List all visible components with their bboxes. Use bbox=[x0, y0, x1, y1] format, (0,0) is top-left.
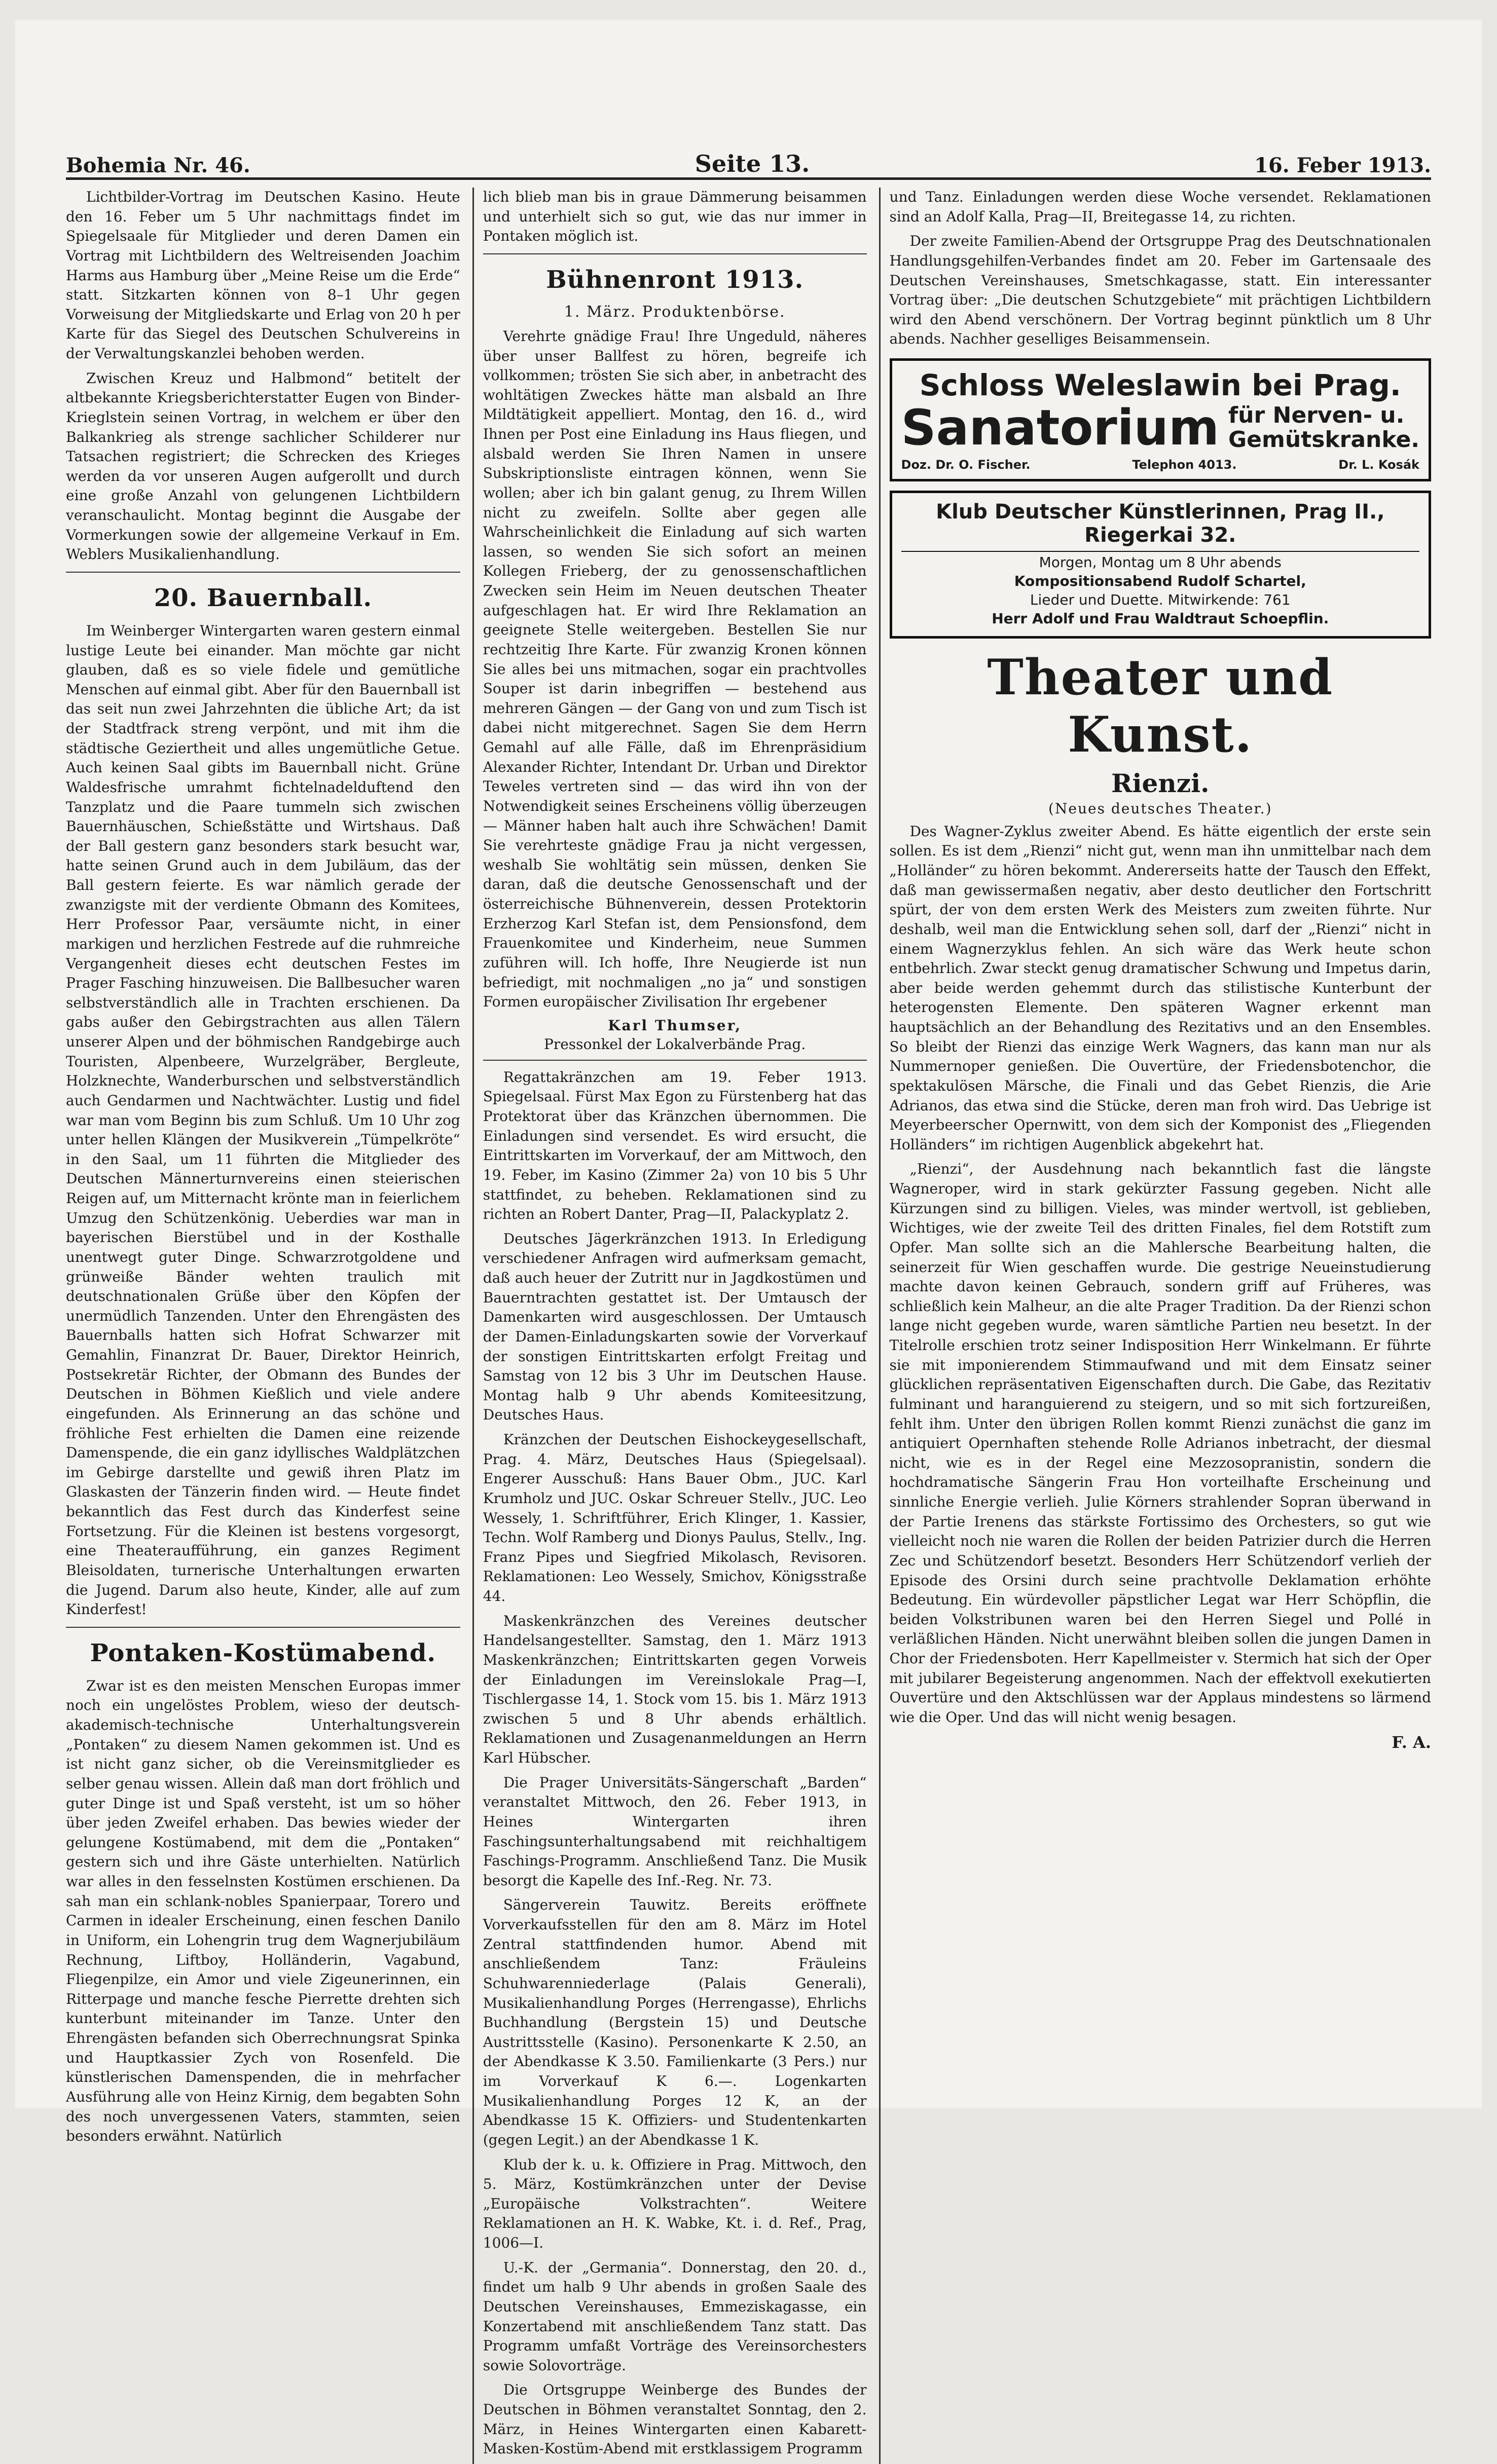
section-heading-theater: Theater und Kunst. bbox=[987, 648, 1334, 763]
subheading-rienzi: (Neues deutsches Theater.) bbox=[1048, 800, 1272, 817]
notice-familienabend: Der zweite Familien-Abend der Ortsgruppe Prag des Deutschnationalen Handlungsgehilfen-Verbandes findet am 20. Feber im Gartensaale des Deutschen Vereinshauses, Smetschkagasse, statt. Ein interessanter Vortrag über: „Die deutschen Schutzgebiete“ mit prächtigen Lichtbildern wird den Abend verschönern. Der Vortrag beginnt pünktlich um 8 Uhr abends. Nachher geselliges Beisammensein. bbox=[889, 233, 1431, 348]
notice-weinberge-continued: und Tanz. Einladungen werden diese Woche versendet. Reklamationen sind an Adolf Kalla, Prag—II, Breitegasse 14, zu richten. bbox=[889, 189, 1431, 225]
ad-sanatorium-phone: Telephon 4013. bbox=[1132, 457, 1237, 472]
notice-tauwitz: Sängerverein Tauwitz. Bereits eröffnete Vorverkaufsstellen für den am 8. März im Hotel Zentral stattfindenden humor. Abend mit anschließendem Tanz: Fräuleins Schuhwarenniederlage (Palais Generali), Musikalienhandlung Porges (Herrengasse), Ehrlichs Buchhandlung (Bergstein 15) und Deutsche Austrittsstelle (Kasino). Personenkarte K 2.50, an der Abendkasse K 3.50. Familienkarte (3 Pers.) nur im Vorverkauf K 6.—. Logenkarten Musikalienhandlung Porges 12 K, an der Abendkasse 15 K. Offiziers- und Studentenkarten (gegen Legit.) an der Abendkasse 1 K. bbox=[483, 1896, 867, 2148]
newspaper-page bbox=[15, 20, 1482, 2457]
notice-eishockey: Kränzchen der Deutschen Eishockeygesellschaft, Prag. 4. März, Deutsches Haus (Spiegelsaal). Engerer Ausschuß: Hans Bauer Obm., JUC. Karl Krumholz und JUC. Oskar Schreuer Stellv., JUC. Leo Wessely, 1. Schriftführer, Erich Klinger, 1. Kassier, Techn. Wolf Ramberg und Dionys Paulus, Stellv., Ing. Franz Pipes und Siegfried Mikolasch, Revisoren. Reklamationen: Leo Wessely, Smichov, Königsstraße 44. bbox=[483, 1431, 867, 1604]
advertisement-kuenstlerinnen bbox=[890, 491, 1431, 639]
ad-sanatorium-purpose bbox=[1228, 403, 1419, 453]
notice-jaegerkraenzchen: Deutsches Jägerkränzchen 1913. In Erledigung verschiedener Anfragen wird aufmerksam gemacht, daß auch heuer der Zutritt nur in Jagdkostümen und Bauerntrachten gestattet ist. Der Umtausch der Damenkarten wird ausgeschlossen. Der Umtausch der Damen-Einladungskarten sowie der Vorverkauf der sonstigen Eintrittskarten erfolgt Freitag und Samstag von 12 bis 3 Uhr im Deutschen Hause. Montag halb 9 Uhr abends Komiteesitzung, Deutsches Haus. bbox=[483, 1230, 867, 1424]
article-buehnenront: Verehrte gnädige Frau! Ihre Ungeduld, näheres über unser Ballfest zu hören, begreife ich vollkommen; trösten Sie sich aber, in anbetracht des wohltätigen Zweckes hätte man alsbald an Ihre Mildtätigkeit appelliert. Montag, den 16. d., wird Ihnen per Post eine Einladung ins Haus fliegen, und alsbald werden Sie Ihren Namen in unsere Subskriptionsliste eintragen können, wenn Sie wollen; aber ich bin galant genug, zu Ihrem Willen nicht zu zweifeln. Sollte aber gegen alle Wahrscheinlichkeit die Einladung auf sich warten lassen, so wenden Sie sich sofort an meinen Kollegen Frieberg, der zu genossenschaftlichen Zwecken sein Heim im Neuen deutschen Theater aufgeschlagen hat. Er wird Ihre Reklamation an geeignete Stelle weitergeben. Bestellen Sie nur rechtzeitig Ihre Karte. Für zwanzig Kronen können Sie alles bei uns mitmachen, sogar ein prachtvolles Souper ist darin inbegriffen — bestehend aus mehreren Gängen — der Gang von und zum Tisch ist dabei nicht mitgerechnet. Sagen Sie dem Herrn Gemahl auf alle Fälle, daß im Ehrenpräsidium Alexander Richter, Intendant Dr. Urban und Direktor Teweles vertreten sind — das wird ihn von der Notwendigkeit seines Erscheinens völlig überzeugen — Männer haben halt auch ihre Schwächen! Damit Sie verehrteste gnädige Frau ja nicht vergessen, weshalb Sie wohltätig sein müssen, denken Sie daran, daß die deutsche Genossenschaft und der österreichische Bühnenverein, dessen Protektorin Erzherzog Karl Stefan ist, dem Pensionsfond, dem Frauenkomitee und Kinderheim, neue Summen zuführen will. Ich hoffe, Ihre Neugierde ist nun befriedigt, mit nochmaligen „no ja“ und sonstigen Formen europäischer Zivilisation Ihr ergebener bbox=[483, 327, 867, 1011]
divider bbox=[66, 1627, 460, 1628]
notice-lichtbilder-vortrag: Lichtbilder-Vortrag im Deutschen Kasino. Heute den 16. Feber um 5 Uhr nachmittags findet im Spiegelsaale für Mitglieder und deren Damen ein Vortrag mit Lichtbildern des Weltreisenden Joachim Harms aus Hamburg über „Meine Reise um die Erde“ statt. Sitzkarten können von 8–1 Uhr gegen Vorweisung der Mitgliedskarte und Erlag von 20 h per Karte für das Siegel des Deutschen Schulvereins in der Verwaltungskanzlei behoben werden. bbox=[66, 189, 460, 362]
advertisement-sanatorium bbox=[890, 358, 1431, 481]
ad-sanatorium-title: Sanatorium bbox=[901, 399, 1220, 456]
ad-sanatorium-purpose-line2: Gemütskranke. bbox=[1228, 427, 1419, 453]
ad-club-title: Klub Deutscher Künstlerinnen, Prag II., Riegerkai 32. bbox=[901, 500, 1419, 552]
ad-sanatorium-doctor-1: Doz. Dr. O. Fischer. bbox=[901, 457, 1031, 472]
heading-buehnenront: Bühnenront 1913. bbox=[546, 265, 804, 294]
heading-pontaken: Pontaken-Kostümabend. bbox=[90, 1638, 436, 1667]
ad-sanatorium-purpose-line1: für Nerven- u. bbox=[1228, 402, 1405, 428]
article-pontaken: Zwar ist es den meisten Menschen Europas immer noch ein ungelöstes Problem, wieso der deutsch-akademisch-technische Unterhaltungsverein „Pontaken“ zu diesem Namen gekommen ist. Und es ist nicht ganz sicher, ob die Vereinsmitglieder es selber genau wissen. Allein daß man dort fröhlich und guter Dinge ist und Spaß versteht, ist um so höher über jeden Zweifel erhaben. Das bewies wieder der gelungene Kostümabend, mit dem die „Pontaken“ gestern sich und ihre Gäste unterhielten. Natürlich war alles in den fesselnsten Kostümen erschienen. Da sah man ein schlank-nobles Spanierpaar, Torero und Carmen in idealer Erscheinung, einen feschen Danilo in Uniform, ein Lohengrin trug dem Wagnerjubiläum Rechnung, Liftboy, Holländerin, Vagabund, Fliegenpilze, ein Amor und viele Zigeunerinnen, ein Ritterpage und manche fesche Pierrette drehten sich kunterbunt miteinander im Tanze. Unter den Ehrengästen befanden sich Oberrechnungsrat Spinka und Hauptkassier Zych von Rosenfeld. Die künstlerischen Damenspenden, die in mehrfacher Ausführung alle von Heinz Kirnig, dem begabten Sohn des noch unvergessenen Vaters, stammten, seien besonders erwähnt. Natürlich bbox=[66, 1677, 460, 2145]
heading-bauernball: 20. Bauernball. bbox=[154, 583, 373, 612]
article-bauernball: Im Weinberger Wintergarten waren gestern einmal lustige Leute bei einander. Man möchte gar nicht glauben, daß es so viele fidele und gemütliche Menschen auf einmal gibt. Aber für den Bauernball ist das seit nun zwei Jahrzehnten die übliche Art; da ist der Stadtfrack streng verpönt, und mit ihm die städtische Geziertheit und alles ungemütliche Getue. Auch keinen Saal gibts im Bauernball nicht. Grüne Waldesfrische umrahmt fichtelnadelduftend den Tanzplatz und die Paare tummeln sich zwischen Bauernhäuschen, Schießstätte und Wirtshaus. Daß der Ball gestern ganz besonders stark besucht war, hatte seinen Grund auch in dem Jubiläum, das der Ball gestern feierte. Es war nämlich gerade der zwanzigste mit der verdiente Obmann des Komitees, Herr Professor Paar, versäumte nicht, in einer markigen und herzlichen Festrede auf die ruhmreiche Vergangenheit dieses echt deutschen Festes im Prager Fasching hinzuweisen. Die Ballbesucher waren selbstverständlich alle in Trachten erschienen. Da gabs außer den Gebirgstrachten aus allen Tälern unserer Alpen und der böhmischen Randgebirge auch Touristen, Alpenbeere, Wurzelgräber, Bergleute, Holzknechte, Wanderburschen und selbstverständlich auch Gendarmen und Nachtwächter. Lustig und fidel war man vom Beginn bis zum Schluß. Um 10 Uhr zog unter hellen Klängen der Musikverein „Tümpelkröte“ in den Saal, um 11 führten die Mitglieder des Deutschen Männerturnvereins einen steierischen Reigen auf, um Mitternacht krönte man in feierlichem Umzug den Schützenkönig. Ueberdies war man in bayerischen Bierstübel und in der Kosthalle unentwegt guter Dinge. Schwarzrotgoldene und grünweiße Bänder wehten traulich mit deutschnationalen Grüße über den Köpfen der unermüdlich Tanzenden. Unter den Ehrengästen des Bauernballs hatten sich Hofrat Schwarzer mit Gemahlin, Finanzrat Dr. Bauer, Direktor Heinrich, Postsekretär Richter, der Obmann des Bundes der Deutschen in Böhmen Kießlich und viele andere eingefunden. Als Erinnerung an das schöne und fröhliche Fest erhielten die Damen eine reizende Damenspende, die ein ganz idyllisches Waldplätzchen im Gebirge darstellte und gewiß ihren Platz im Glaskasten der Tänzerin finden wird. — Heute findet bekanntlich das Fest durch das Kinderfest seine Fortsetzung. Für die Kleinen ist bestens vorgesorgt, eine Theateraufführung, ein ganzes Regiment Bleisoldaten, turnerische Unterhaltungen erwarten die Jugend. Darum also heute, Kinder, alle auf zum Kinderfest! bbox=[66, 622, 460, 1618]
page-number: Seite 13. bbox=[695, 150, 810, 177]
signature-name: Karl Thumser, bbox=[608, 1017, 742, 1034]
ad-club-line-1: Morgen, Montag um 8 Uhr abends bbox=[1039, 553, 1282, 571]
ad-club-line-3: Lieder und Duette. Mitwirkende: 761 bbox=[1030, 591, 1291, 608]
ad-club-line-2: Kompositionsabend Rudolf Schartel, bbox=[1014, 572, 1306, 589]
notice-germania: U.-K. der „Germania“. Donnerstag, den 20. d., findet um halb 9 Uhr abends in großen Saale des Deutschen Vereinshauses, Emmeziskagasse, ein Konzertabend mit anschließendem Tanz statt. Das Programm umfaßt Vorträge des Vereinsorchesters sowie Solovorträge. bbox=[483, 2259, 867, 2374]
divider bbox=[483, 253, 867, 254]
author-initials: F. A. bbox=[1392, 1732, 1431, 1752]
subheading-produktenboerse: 1. März. Produktenbörse. bbox=[564, 303, 786, 321]
notice-handelsangestellte: Maskenkränzchen des Vereines deutscher Handelsangestellter. Samstag, den 1. März 1913 Maskenkränzchen; Eintrittskarten gegen Vorweis der Einladungen im Vereinslokale Prag—I, Tischlergasse 14, 1. Stock vom 15. bis 1. März 1913 zwischen 5 und 8 Uhr abends erhältlich. Reklamationen und Zusagenanmeldungen an Herrn Karl Hübscher. bbox=[483, 1612, 867, 1766]
ad-sanatorium-location: Schloss Weleslawin bei Prag. bbox=[919, 368, 1401, 402]
ad-sanatorium-doctor-2: Dr. L. Kosák bbox=[1338, 457, 1419, 472]
column-3 bbox=[879, 188, 1431, 2464]
heading-rienzi: Rienzi. bbox=[1111, 768, 1210, 798]
notice-barden: Die Prager Universitäts-Sängerschaft „Barden“ veranstaltet Mittwoch, den 26. Feber 1913, in Heines Wintergarten ihren Faschingsunterhaltungsabend mit reichhaltigem Faschings-Programm. Anschließend Tanz. Die Musik besorgt die Kapelle des Inf.-Reg. Nr. 73. bbox=[483, 1774, 867, 1889]
notice-kreuz-halbmond: Zwischen Kreuz und Halbmond“ betitelt der altbekannte Kriegsberichterstatter Eugen von Binder-Krieglstein seinen Vortrag, in welchem er über den Balkankrieg als strenge sachlicher Schilderer nur Tatsachen registriert; die Schrecken des Krieges werden da vor unseren Augen aufgerollt und durch eine große Anzahl von gelungenen Lichtbildern veranschaulicht. Montag beginnt die Ausgabe der Vormerkungen sowie der allgemeine Verkauf in Em. Weblers Musikalienhandlung. bbox=[66, 369, 460, 563]
notice-regattakraenzchen: Regattakränzchen am 19. Feber 1913. Spiegelsaal. Fürst Max Egon zu Fürstenberg hat das Protektorat über das Kränzchen übernommen. Die Einladungen sind versendet. Es wird ersucht, die Eintrittskarten im Vorverkauf, der am Mittwoch, den 19. Feber, im Kasino (Zimmer 2a) von 10 bis 5 Uhr stattfindet, zu beheben. Reklamationen sind zu richten an Robert Danter, Prag—II, Palackyplatz 2. bbox=[483, 1068, 867, 1223]
review-rienzi-part-2: „Rienzi“, der Ausdehnung nach bekanntlich fast die längste Wagneroper, wird in stark gekürzter Fassung gegeben. Nicht alle Kürzungen sind zu billigen. Vieles, was minder wertvoll, ist geblieben, Wichtiges, wie der zweite Teil des dritten Finales, fiel dem Rotstift zum Opfer. Man sollte sich an die Mahlersche Bearbeitung halten, die seinerzeit für Wien geschaffen wurde. Die gestrige Neueinstudierung machte davon keinen Gebrauch, sondern griff auf Früheres, was schließlich kein Malheur, an die alte Prager Tradition. Da der Rienzi schon lange nicht gegeben wurde, waren sämtliche Partien neu besetzt. In der Titelrolle erschien trotz seiner Indisposition Herr Winkelmann. Er führte sie mit imponierendem Stimmaufwand und mit dem Einsatz seiner glücklichen repräsentativen Eigenschaften durch. Die Gabe, das Rezitativ fulminant und haranguierend zu steigern, und so mit sich fortzureißen, fehlt ihm. Unter den übrigen Rollen kommt Rienzi zunächst die ganz im antiquiert Opernhaften stehende Rolle Adrianos inbetracht, der diesmal nicht, wie es in der Regel eine Mezzosopranistin, sondern die hochdramatische Sängerin Frau Hon vorteilhafte Erscheinung und sinnliche Energie verlieh. Julie Körners strahlender Sopran überwand in der Partie Irenens das stärkste Fortissimo des Orchesters, so gut wie vielleicht noch nie waren die Rollen der beiden Patrizier durch die Herren Zec und Schützendorf besetzt. Besonders Herr Schützendorf verlieh der Episode des Orsini durch seine prachtvolle Deklamation erhöhte Bedeutung. Ein würdevoller päpstlicher Legat war Herr Schöpflin, die beiden Volkstribunen waren bei den Herren Siegel und Pollé in verläßlichen Händen. Nicht unerwähnt bleiben sollen die jungen Damen in Chor der Friedensboten. Herr Kapellmeister v. Stermich hat sich der Oper mit jubilarer Begeisterung angenommen. Nach der effektvoll exekutierten Ouvertüre und den Aktschlüssen war der Applaus mindestens so lärmend wie die Oper. Und das will nicht wenig besagen. bbox=[889, 1161, 1431, 1726]
ad-club-line-4: Herr Adolf und Frau Waldtraut Schoepflin. bbox=[992, 610, 1329, 627]
issue-date: 16. Feber 1913. bbox=[1254, 154, 1431, 177]
notice-offiziere: Klub der k. u. k. Offiziere in Prag. Mittwoch, den 5. März, Kostümkränzchen unter der Devise „Europäische Volkstrachten“. Weitere Reklamationen an H. K. Wabke, Kt. i. d. Ref., Prag, 1006—I. bbox=[483, 2156, 867, 2251]
divider bbox=[483, 1060, 867, 1061]
column-2 bbox=[472, 188, 867, 2464]
column-1 bbox=[66, 188, 460, 2464]
masthead-issue: Bohemia Nr. 46. bbox=[66, 154, 250, 177]
ad-sanatorium-main bbox=[901, 399, 1419, 456]
notice-weinberge: Die Ortsgruppe Weinberge des Bundes der Deutschen in Böhmen veranstaltet Sonntag, den 2. März, in Heines Wintergarten einen Kabarett-Masken-Kostüm-Abend mit erstklassigem Programm bbox=[483, 2381, 867, 2457]
page-header bbox=[66, 142, 1431, 180]
divider bbox=[66, 572, 460, 573]
signature-title: Pressonkel der Lokalverbände Prag. bbox=[544, 1035, 806, 1053]
review-rienzi-part-1: Des Wagner-Zyklus zweiter Abend. Es hätte eigentlich der erste sein sollen. Es ist dem „Rienzi“ nicht gut, wenn man ihn unmittelbar nach dem „Holländer“ zu hören bekommt. Andererseits hatte der Tausch den Effekt, daß man gewissermaßen negativ, aber desto deutlicher den Fortschritt spürt, der von dem ersten Werk des Meisters zum zweiten führte. Nur deshalb, weil man die Entwicklung sehen soll, darf der „Rienzi“ nicht in einem Wagnerzyklus fehlen. An sich wäre das Werk heute schon entbehrlich. Zwar steckt genug dramatischer Schwung und Impetus darin, aber beide werden gehemmt durch das stilistische Kunterbunt der heterogensten Elemente. Den späteren Wagner erkennt man hauptsächlich an der Behandlung des Rezitativs und an den Ensembles. So bleibt der Rienzi das einzige Werk Wagners, das kann man nur als Nummernoper genießen. Die Ouvertüre, der Friedensbotenchor, die spektakulösen Märsche, die Finali und das Gebet Rienzis, die Arie Adrianos, das etwa sind die Stücke, deren man froh wird. Das Uebrige ist Meyerbeerscher Opernwitt, von dem sich der Komponist des „Fliegenden Holländers“ im richtigen Augenblick abgekehrt hat. bbox=[889, 823, 1431, 1153]
ad-sanatorium-footer bbox=[901, 458, 1419, 472]
column-grid bbox=[66, 188, 1431, 2457]
article-pontaken-continued: lich blieb man bis in graue Dämmerung beisammen und unterhielt sich so gut, wie das nur immer in Pontaken möglich ist. bbox=[483, 189, 867, 245]
